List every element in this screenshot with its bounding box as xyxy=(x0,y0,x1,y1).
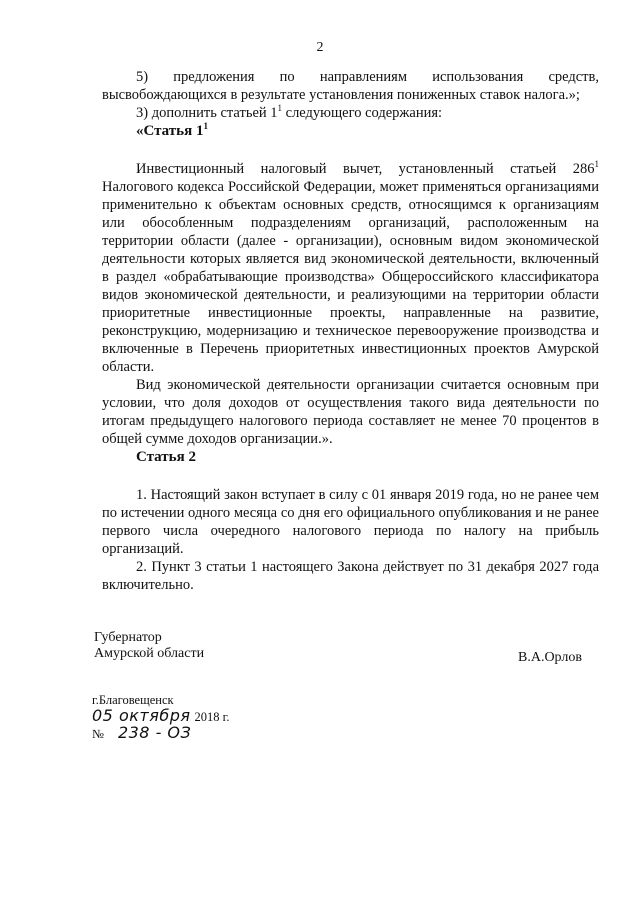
article-2-para-1: 1. Настоящий закон вступает в силу с 01 января 2019 года, но не ранее чем по истечении одного месяца со дня его официального опубликования и не ранее первого числа очередного налогового периода по налогу на прибыль организаций. xyxy=(102,487,599,557)
article-1-1-heading xyxy=(102,122,599,140)
signatory-title-line-1: Губернатор xyxy=(94,630,162,645)
date-year: 2018 г. xyxy=(194,710,230,724)
article-1-1-para-1 xyxy=(102,160,599,376)
item-3 xyxy=(102,104,599,122)
page-number: 2 xyxy=(316,40,324,55)
signatory-name: В.А.Орлов xyxy=(518,650,582,665)
article-2-body xyxy=(102,486,599,594)
handwritten-date: 05 октября xyxy=(92,706,191,725)
article-1-1-para-1-start: Инвестиционный налоговый вычет, установленный статьей 286 xyxy=(136,161,595,177)
article-2 xyxy=(102,448,599,466)
item-5: 5) предложения по направлениям использования средств, высвобождающихся в результате установления пониженных ставок налога.»; xyxy=(102,69,599,103)
amendment-items xyxy=(102,68,599,140)
article-2-para-2: 2. Пункт 3 статьи 1 настоящего Закона действует по 31 декабря 2027 года включительно. xyxy=(102,559,599,593)
number-label: № xyxy=(92,727,104,741)
handwritten-number: 238 - ОЗ xyxy=(117,723,192,742)
article-1-1-para-2: Вид экономической деятельности организации считается основным при условии, что доля доходов от осуществления такого вида деятельности по итогам предыдущего налогового периода составляет не менее 70 процентов в общей сумме доходов организации.». xyxy=(102,377,599,447)
article-1-1-body xyxy=(102,160,599,448)
article-1-1-heading-text: «Статья 1 xyxy=(136,123,204,139)
article-1-1-para-1-sup: 1 xyxy=(594,159,599,170)
item-3-text-end: следующего содержания: xyxy=(282,105,443,121)
number-row xyxy=(92,725,229,742)
place-date-number xyxy=(92,692,229,742)
article-1-1-para-1-rest: Налогового кодекса Российской Федерации, может применяться организациями применительно к объектам основных средств, относящимся к организациям или обособленным подразделениям организаций, расположенным на территории области (далее - организации), основным видом экономической деятельности которых является вид экономической деятельности, включенный в раздел «обрабатывающие производства» Общероссийского классификатора видов экономической деятельности, и реализующими на территории области приоритетные инвестиционные проекты, направленные на развитие, реконструкцию, модернизацию и техническое перевооружение производства и включенные в Перечень приоритетных инвестиционных проектов Амурской области. xyxy=(102,179,599,375)
article-1-1-heading-sup: 1 xyxy=(203,121,208,131)
city: г.Благовещенск xyxy=(92,693,174,707)
article-2-heading: Статья 2 xyxy=(136,449,196,465)
item-3-sup: 1 xyxy=(277,103,283,114)
signatory-title-line-2: Амурской области xyxy=(94,646,205,661)
item-3-text: 3) дополнить статьей 1 xyxy=(136,105,278,121)
signatory-title xyxy=(94,630,204,662)
